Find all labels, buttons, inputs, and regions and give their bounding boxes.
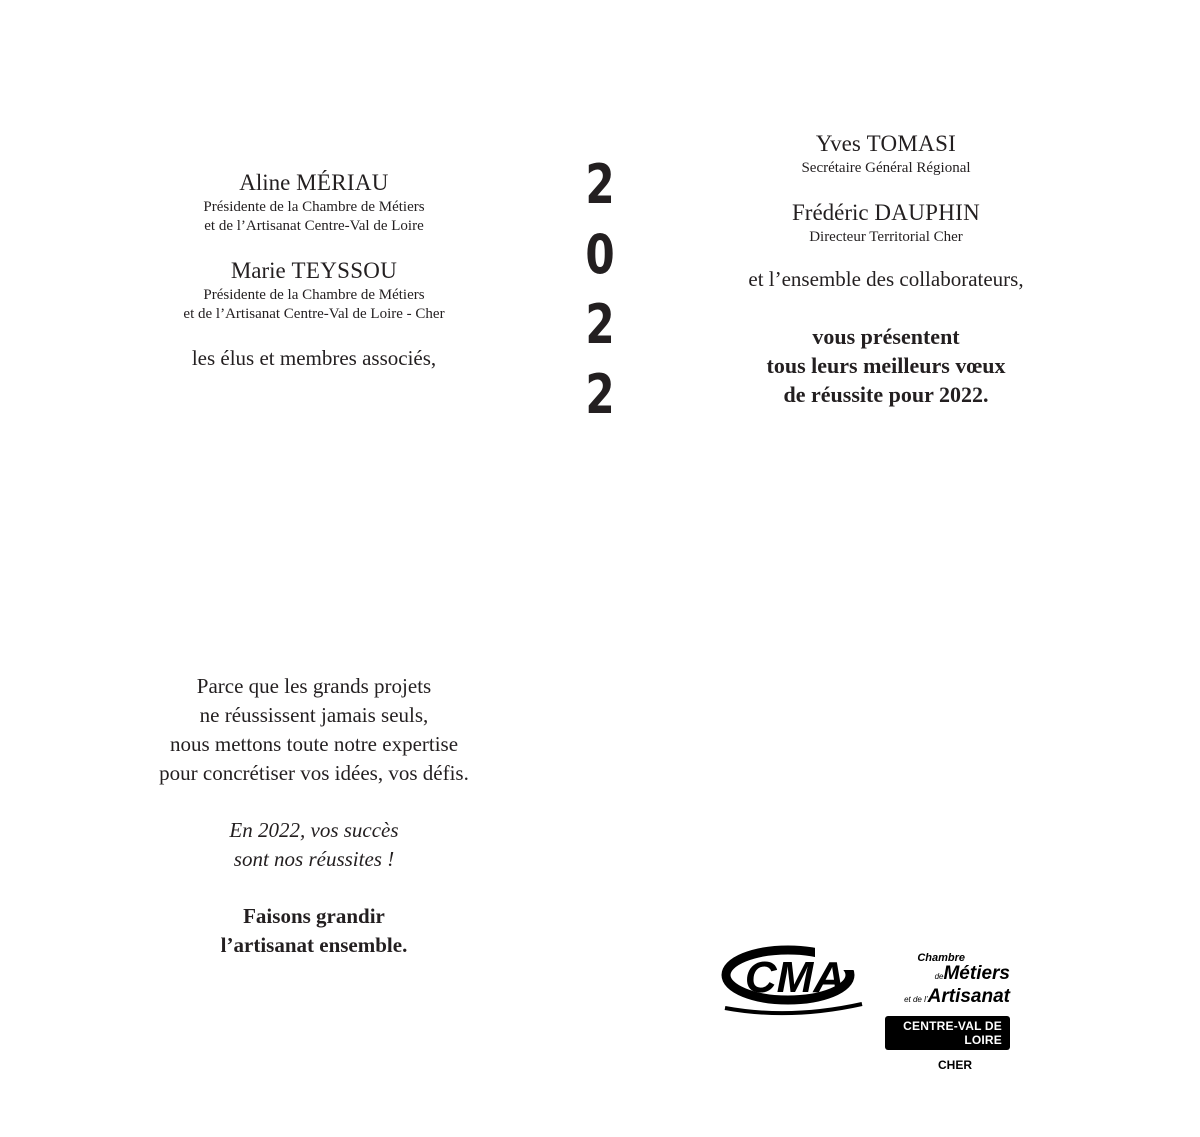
signatory-teyssou: [114, 256, 514, 324]
logo-artisanat-line: et de l’Artisanat: [904, 986, 1010, 1007]
slogan-line: pour concrétiser vos idées, vos défis.: [159, 761, 469, 785]
cma-logo: [720, 940, 1020, 1070]
wishes-line: de réussite pour 2022.: [783, 382, 989, 407]
slogan-line: Faisons grandir: [243, 904, 385, 928]
slogan-line: En 2022, vos succès: [229, 818, 399, 842]
wishes-line: vous présentent: [812, 324, 960, 349]
year-digit: 0: [585, 223, 615, 286]
slogan-paragraph-2: [114, 816, 514, 874]
elus-text: les élus et membres associés,: [191, 346, 437, 370]
logo-metiers-line: deMétiers: [934, 963, 1010, 984]
slogan-line: l’artisanat ensemble.: [220, 933, 408, 957]
logo-department: CHER: [937, 1058, 972, 1072]
signatory-meriau: [114, 168, 514, 236]
year-vertical: [573, 150, 626, 430]
cma-mark-icon: [720, 940, 870, 1020]
slogan-line: Parce que les grands projets: [196, 674, 432, 698]
signatory-role-line-1: Présidente de la Chambre de Métiers: [203, 287, 425, 303]
slogan-paragraph-3: [114, 902, 514, 960]
signatory-role: Secrétaire Général Régional: [801, 160, 971, 176]
right-signatories: [686, 129, 1086, 409]
signatory-role: Directeur Territorial Cher: [809, 229, 963, 245]
cma-mark-text: CMA: [744, 953, 846, 1002]
year-digit: 2: [585, 363, 615, 426]
year-digit: 2: [585, 153, 615, 216]
signatory-role-line-2: et de l’Artisanat Centre-Val de Loire: [204, 218, 424, 234]
slogan-paragraph-1: [114, 672, 514, 788]
signatory-name: Frédéric DAUPHIN: [792, 200, 980, 225]
year-digit: 2: [585, 293, 615, 356]
signatory-tomasi: [686, 129, 1086, 178]
slogan-block: [114, 672, 514, 960]
signatory-name: Aline MÉRIAU: [239, 170, 389, 195]
signatory-role-line-1: Présidente de la Chambre de Métiers: [203, 199, 425, 215]
logo-region-badge: CENTRE-VAL DE LOIRE: [885, 1016, 1010, 1050]
left-signatories: [114, 168, 514, 371]
slogan-line: ne réussissent jamais seuls,: [199, 703, 429, 727]
slogan-line: sont nos réussites !: [233, 847, 395, 871]
signatory-role-line-2: et de l’Artisanat Centre-Val de Loire - Cher: [183, 306, 445, 322]
signatory-dauphin: [686, 198, 1086, 247]
collaborators-text: et l’ensemble des collaborateurs,: [748, 267, 1024, 291]
slogan-line: nous mettons toute notre expertise: [169, 732, 459, 756]
signatory-name: Yves TOMASI: [815, 131, 957, 156]
cma-wordmark: [885, 952, 1010, 1072]
logo-chambre: Chambre: [917, 952, 965, 964]
signatory-name: Marie TEYSSOU: [230, 258, 398, 283]
wishes-text: [686, 322, 1086, 409]
wishes-line: tous leurs meilleurs vœux: [766, 353, 1006, 378]
